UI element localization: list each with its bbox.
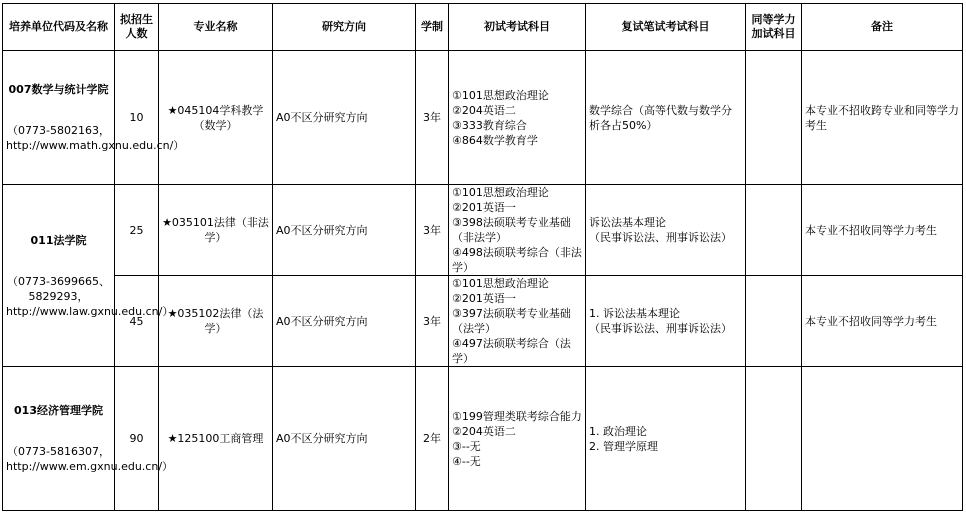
major-cell: ★035101法律（非法学） [159, 185, 273, 276]
header-equivalent-exam: 同等学力加试科目 [746, 4, 802, 51]
table-row [3, 276, 963, 367]
exam-line: （民事诉讼法、刑事诉讼法） [589, 322, 732, 335]
header-years: 学制 [416, 4, 449, 51]
exam-line: ③333教育综合 [452, 118, 527, 132]
exam-line: ②204英语二 [452, 424, 516, 438]
remarks-cell: 本专业不招收同等学力考生 [802, 185, 963, 276]
exam-line: ①199管理类联考综合能力 [452, 409, 582, 423]
unit-contact: （0773-5816307，http://www.em.gxnu.edu.cn/） [6, 445, 174, 473]
exam-line: ②201英语一 [452, 201, 516, 214]
unit-contact: （0773-5802163，http://www.math.gxnu.edu.cn/） [6, 124, 185, 152]
quota-cell: 45 [115, 276, 159, 367]
header-row [3, 4, 963, 51]
direction-cell: A0不区分研究方向 [273, 185, 416, 276]
retest-exam-cell [586, 367, 746, 511]
equivalent-exam-cell [746, 276, 802, 367]
table-row [3, 367, 963, 511]
retest-exam-cell [586, 51, 746, 185]
major-cell: ★035102法律（法学） [159, 276, 273, 367]
retest-exam-cell [586, 276, 746, 367]
initial-exam-cell [449, 276, 586, 367]
equivalent-exam-cell [746, 185, 802, 276]
remarks-cell: 本专业不招收跨专业和同等学力考生 [802, 51, 963, 185]
retest-exam-cell [586, 185, 746, 276]
years-cell: 3年 [416, 276, 449, 367]
equivalent-exam-cell [746, 367, 802, 511]
exam-line: 诉讼法基本理论 [589, 216, 666, 229]
direction-cell: A0不区分研究方向 [273, 276, 416, 367]
admissions-table [2, 3, 963, 511]
exam-line: 2. 管理学原理 [589, 439, 658, 453]
exam-line: ②204英语二 [452, 103, 516, 117]
remarks-cell: 本专业不招收同等学力考生 [802, 276, 963, 367]
header-retest-exam: 复试笔试考试科目 [586, 4, 746, 51]
quota-cell: 90 [115, 367, 159, 511]
direction-cell: A0不区分研究方向 [273, 51, 416, 185]
exam-line: ①101思想政治理论 [452, 88, 549, 102]
exam-line: ④864数学教育学 [452, 133, 538, 147]
equivalent-exam-cell [746, 51, 802, 185]
unit-name: 011法学院 [30, 233, 87, 247]
remarks-cell [802, 367, 963, 511]
table-row [3, 51, 963, 185]
header-initial-exam: 初试考试科目 [449, 4, 586, 51]
years-cell: 2年 [416, 367, 449, 511]
table-row [3, 185, 963, 276]
exam-line: （民事诉讼法、刑事诉讼法） [589, 231, 732, 244]
initial-exam-cell [449, 367, 586, 511]
unit-name: 007数学与统计学院 [8, 83, 109, 96]
exam-line: ④498法硕联考综合（非法学） [452, 246, 582, 274]
initial-exam-cell [449, 185, 586, 276]
exam-line: ③--无 [452, 439, 481, 453]
exam-line: ③397法硕联考专业基础（法学） [452, 307, 571, 335]
quota-cell: 25 [115, 185, 159, 276]
exam-line: ①101思想政治理论 [452, 277, 549, 290]
header-remarks: 备注 [802, 4, 963, 51]
unit-name: 013经济管理学院 [14, 404, 103, 417]
header-quota: 拟招生人数 [115, 4, 159, 51]
years-cell: 3年 [416, 51, 449, 185]
exam-line: 1. 政治理论 [589, 424, 647, 438]
exam-line: ③398法硕联考专业基础（非法学） [452, 216, 571, 244]
major-cell: ★045104学科教学（数学） [159, 51, 273, 185]
header-unit: 培养单位代码及名称 [3, 4, 115, 51]
unit-contact: （0773-3699665、5829293，http://www.law.gxnu.edu.cn/） [6, 274, 174, 318]
quota-cell: 10 [115, 51, 159, 185]
exam-line: ④--无 [452, 454, 481, 468]
exam-line: ①101思想政治理论 [452, 186, 549, 199]
exam-line: ④497法硕联考综合（法学） [452, 337, 571, 365]
major-cell: ★125100工商管理 [159, 367, 273, 511]
years-cell: 3年 [416, 185, 449, 276]
exam-line: 1. 诉讼法基本理论 [589, 307, 680, 320]
exam-line: 数学综合（高等代数与数学分析各占50%） [589, 103, 732, 132]
header-direction: 研究方向 [273, 4, 416, 51]
header-major: 专业名称 [159, 4, 273, 51]
exam-line: ②201英语一 [452, 292, 516, 305]
initial-exam-cell [449, 51, 586, 185]
direction-cell: A0不区分研究方向 [273, 367, 416, 511]
